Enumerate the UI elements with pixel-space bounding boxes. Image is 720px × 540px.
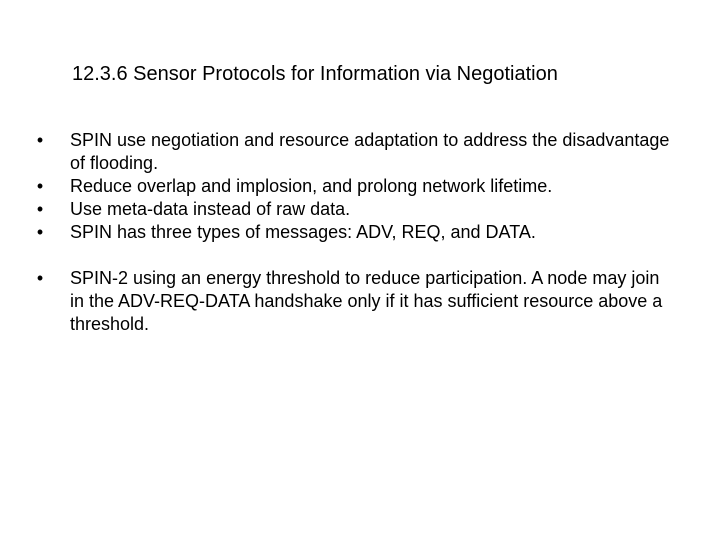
bullet-icon: • xyxy=(36,176,44,196)
bullet-icon: • xyxy=(36,199,44,219)
bullet-text: Use meta-data instead of raw data. xyxy=(70,199,351,219)
bullet-text: SPIN has three types of messages: ADV, REQ, and DATA. xyxy=(70,222,536,242)
bullet-item xyxy=(30,267,670,336)
bullet-text: SPIN use negotiation and resource adaptation to address the disadvantage of flooding. xyxy=(70,130,670,173)
bullet-list xyxy=(30,129,670,336)
bullet-item xyxy=(30,198,670,221)
bullet-item xyxy=(30,221,670,244)
bullet-icon: • xyxy=(36,222,44,242)
bullet-text: Reduce overlap and implosion, and prolong network lifetime. xyxy=(70,176,553,196)
bullet-icon: • xyxy=(36,130,44,150)
bullet-text: SPIN-2 using an energy threshold to reduce participation. A node may join in the ADV-REQ-DATA handshake only if it has sufficient resource above a threshold. xyxy=(70,268,663,334)
bullet-item xyxy=(30,129,670,175)
bullet-item xyxy=(30,175,670,198)
bullet-icon: • xyxy=(36,268,44,288)
slide-title: 12.3.6 Sensor Protocols for Information via Negotiation xyxy=(72,63,558,85)
